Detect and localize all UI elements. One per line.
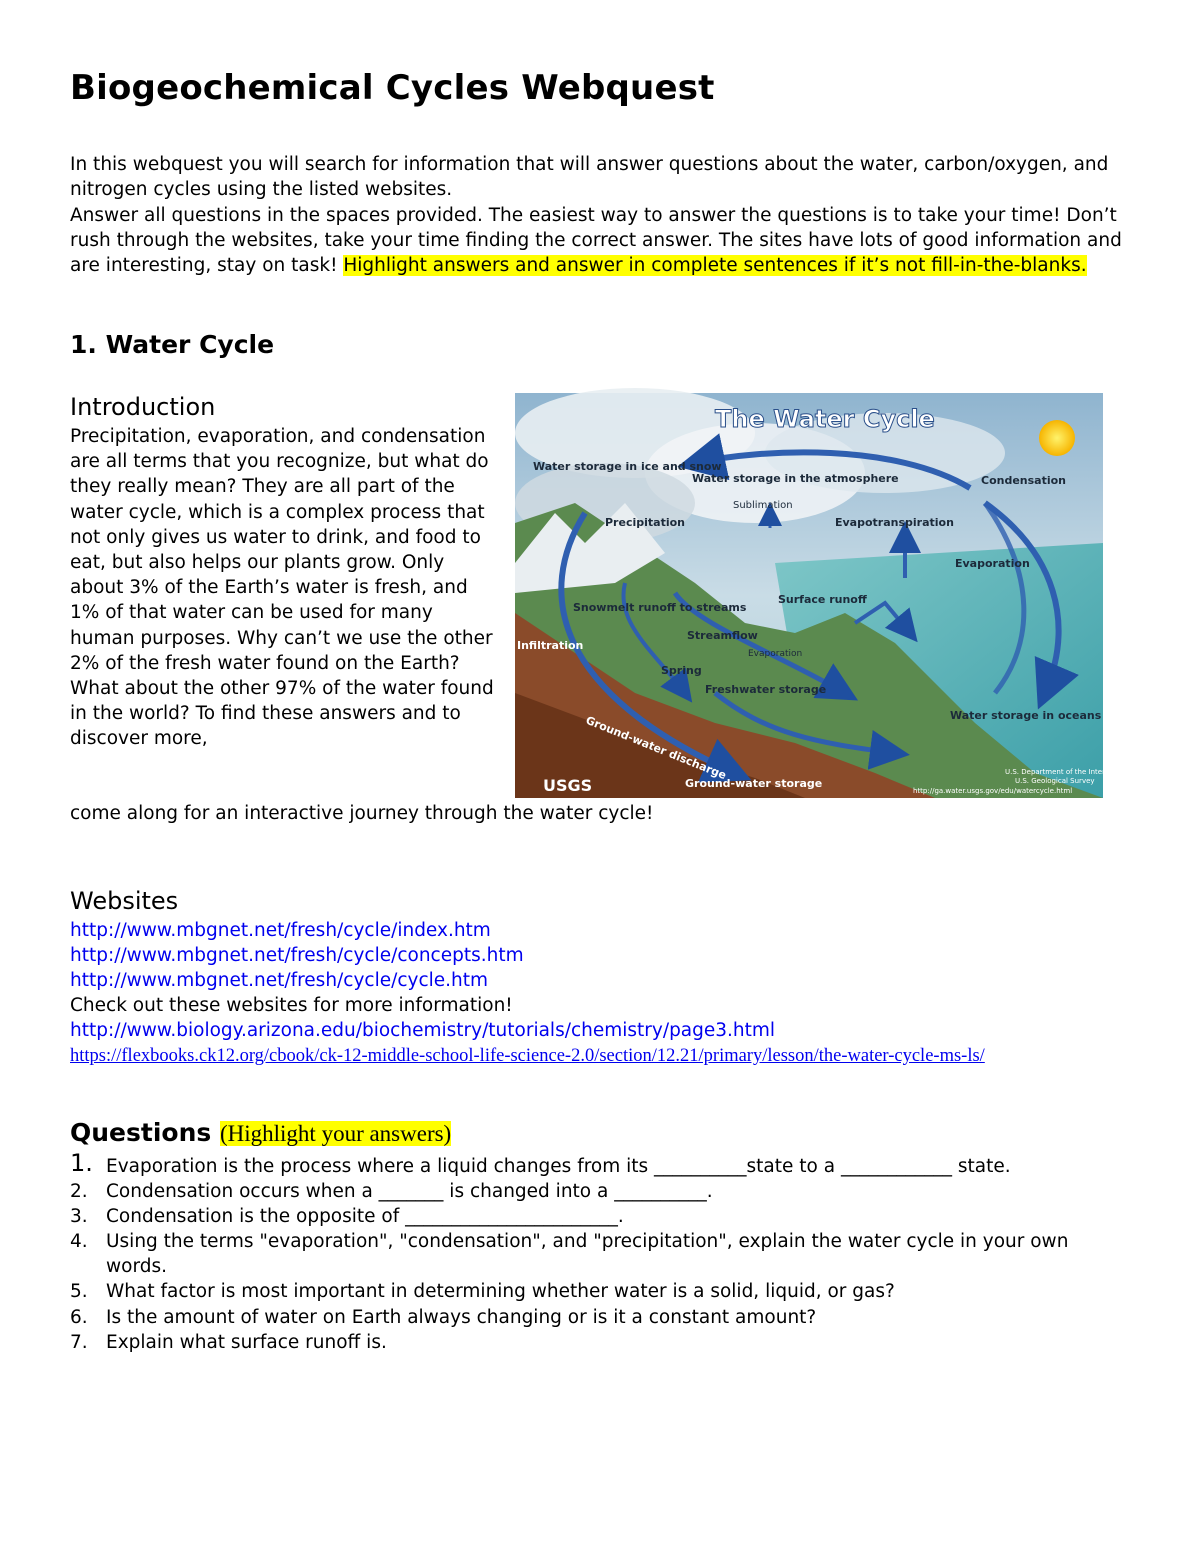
question-number: 5.: [70, 1281, 88, 1303]
document-title: Biogeochemical Cycles Webquest: [70, 68, 715, 108]
question-item: [70, 1204, 1132, 1229]
question-item: [70, 1305, 1132, 1330]
website-link-3[interactable]: http://www.mbgnet.net/fresh/cycle/cycle.htm: [70, 970, 489, 991]
credit-department: U.S. Department of the Interior: [1005, 768, 1115, 776]
highlight-instruction: Highlight answers and answer in complete sentences if it’s not fill-in-the-blanks.: [343, 255, 1087, 277]
label-ocean-storage: Water storage in oceans: [950, 709, 1102, 722]
intro-text: In this webquest you will search for information that will answer questions about the water, carbon/oxygen, and nitrogen cycles using the listed websites.: [70, 154, 1109, 201]
label-atmosphere-storage: Water storage in the atmosphere: [692, 472, 899, 485]
label-freshwater-storage: Freshwater storage: [705, 683, 827, 696]
question-text: Is the amount of water on Earth always changing or is it a constant amount?: [106, 1306, 817, 1328]
credit-url: http://ga.water.usgs.gov/edu/watercycle.html: [913, 787, 1073, 795]
questions-title: Questions: [70, 1118, 212, 1147]
label-precipitation: Precipitation: [605, 516, 685, 529]
diagram-title: The Water Cycle: [715, 405, 935, 433]
label-groundwater-storage: Ground-water storage: [685, 777, 823, 790]
more-info-note: Check out these websites for more information!: [70, 995, 513, 1016]
question-item: [70, 1149, 1132, 1179]
website-link-4[interactable]: http://www.biology.arizona.edu/biochemistry/tutorials/chemistry/page3.html: [70, 1020, 776, 1041]
label-ice-storage: Water storage in ice and snow: [533, 460, 722, 473]
label-sublimation: Sublimation: [733, 500, 793, 511]
usgs-logo: USGS: [543, 776, 593, 795]
questions-highlight-note: (Highlight your answers): [219, 1121, 452, 1146]
question-item: [70, 1330, 1132, 1355]
label-condensation: Condensation: [981, 474, 1067, 487]
question-number: 3.: [70, 1206, 88, 1228]
label-groundwater-discharge: Ground-water discharge: [583, 713, 729, 783]
label-evapotranspiration: Evapotranspiration: [835, 516, 954, 529]
question-number: 6.: [70, 1306, 88, 1328]
intro-paragraph: [70, 152, 1132, 278]
question-text: Using the terms "evaporation", "condensation", and "precipitation", explain the water cycle in your own words.: [106, 1231, 1069, 1278]
intro-text-2: Answer all questions in the spaces provided. The easiest way to answer the questions is to take your time! Don’t rush through the websites, take your time finding the correct answer. The sites have lots of good information and are interesting, stay on task!: [70, 204, 1122, 277]
introduction-heading: Introduction: [70, 393, 216, 421]
question-text: Explain what surface runoff is.: [106, 1331, 387, 1353]
label-surface-runoff: Surface runoff: [778, 593, 867, 606]
label-evaporation: Evaporation: [955, 557, 1030, 570]
question-number: 1.: [70, 1149, 93, 1177]
question-number: 7.: [70, 1331, 88, 1353]
question-text: Condensation occurs when a _______ is changed into a __________.: [106, 1181, 713, 1203]
website-link-5[interactable]: https://flexbooks.ck12.org/cbook/ck-12-middle-school-life-science-2.0/section/12.21/primary/lesson/the-water-cycle-ms-ls/: [70, 1046, 985, 1066]
questions-heading: [70, 1118, 451, 1147]
label-spring: Spring: [661, 664, 702, 677]
label-infiltration: Infiltration: [517, 639, 584, 652]
label-snowmelt-runoff: Snowmelt runoff to streams: [573, 601, 747, 614]
question-text: What factor is most important in determining whether water is a solid, liquid, or gas?: [106, 1281, 895, 1303]
website-link-2[interactable]: http://www.mbgnet.net/fresh/cycle/concepts.htm: [70, 945, 524, 966]
introduction-tail: come along for an interactive journey through the water cycle!: [70, 803, 654, 824]
credit-survey: U.S. Geological Survey: [1015, 777, 1095, 785]
section-heading-water-cycle: 1. Water Cycle: [70, 330, 275, 359]
water-cycle-diagram: [515, 393, 1115, 798]
question-item: [70, 1229, 1132, 1279]
label-streamflow: Streamflow: [687, 629, 758, 642]
question-text: Evaporation is the process where a liquid changes from its __________state to a ____________ state.: [106, 1156, 1011, 1177]
introduction-body: Precipitation, evaporation, and condensation are all terms that you recognize, but what do they really mean? They are all part of the water cycle, which is a complex process that not only gives us water to drink, and food to eat, but also helps our plants grow. Only about 3% of the Earth’s water is fresh, and 1% of that water can be used for many human purposes. Why can’t we use the other 2% of the fresh water found on the Earth? What about the other 97% of the water found in the world? To find these answers and to discover more,: [70, 426, 494, 750]
websites-list: [70, 918, 1132, 1067]
question-item: [70, 1179, 1132, 1204]
question-number: 4.: [70, 1231, 88, 1253]
label-evaporation-small: Evaporation: [748, 649, 803, 659]
website-link-1[interactable]: http://www.mbgnet.net/fresh/cycle/index.htm: [70, 920, 491, 941]
websites-heading: Websites: [70, 887, 179, 915]
question-item: [70, 1279, 1132, 1304]
questions-list: [70, 1149, 1132, 1355]
question-number: 2.: [70, 1181, 88, 1203]
question-text: Condensation is the opposite of _______________________.: [106, 1206, 624, 1228]
